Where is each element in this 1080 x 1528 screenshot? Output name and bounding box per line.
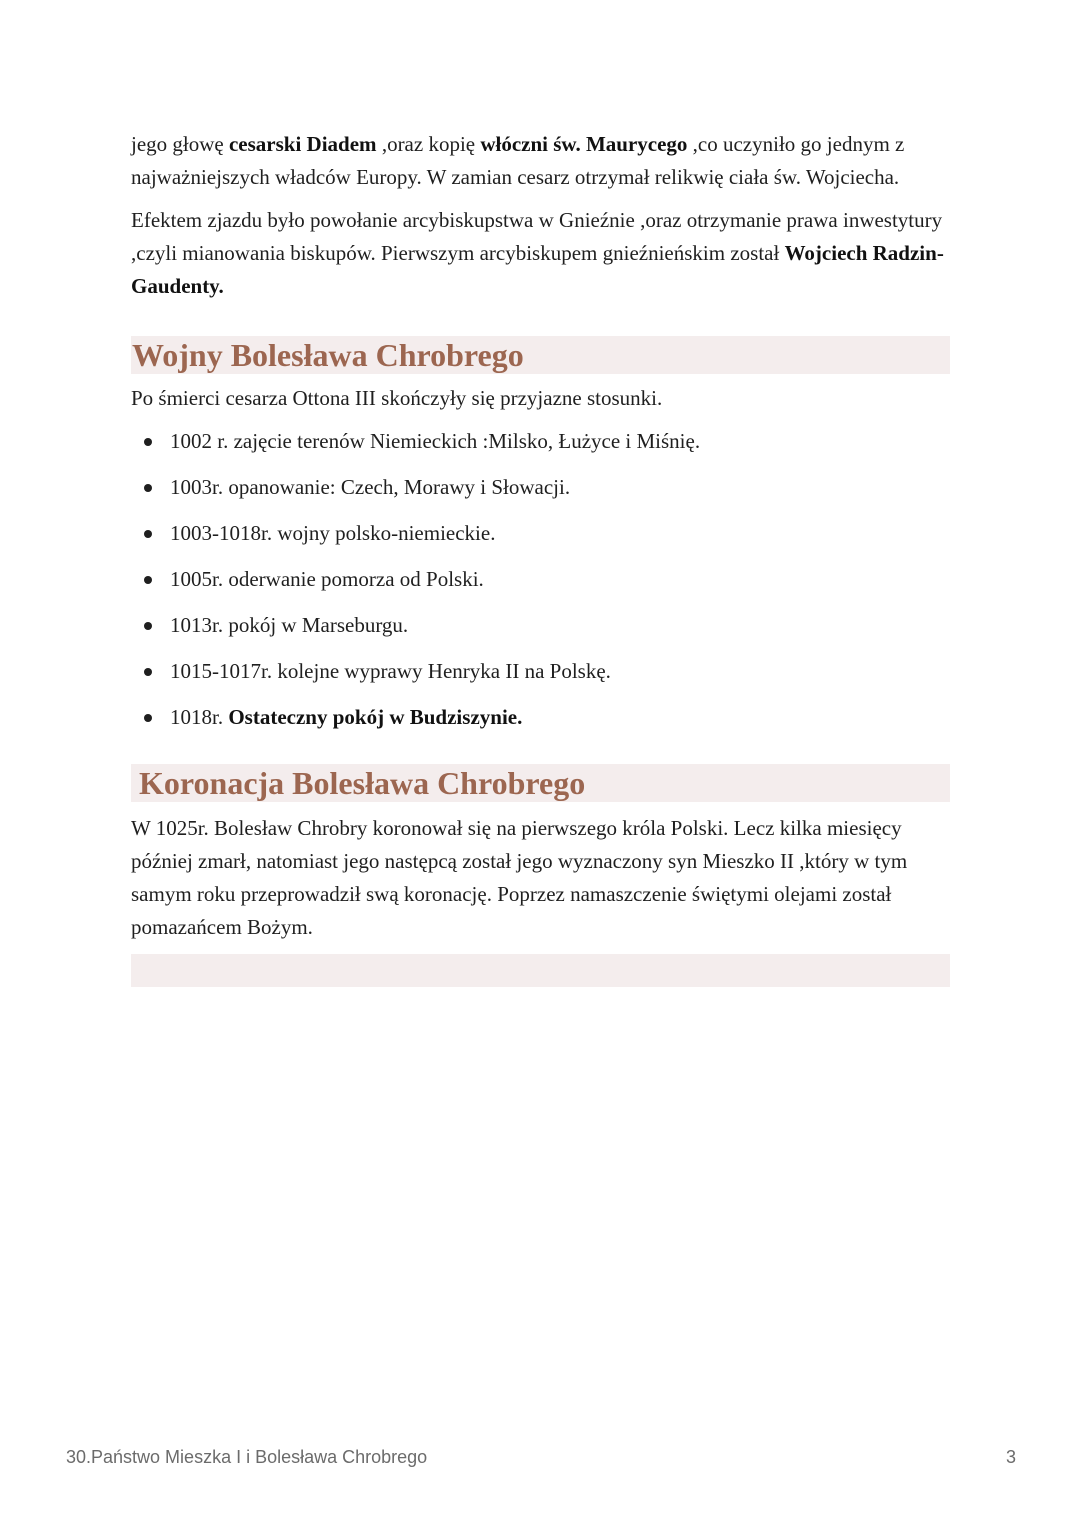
- footer-document-title: 30.Państwo Mieszka I i Bolesława Chrobrego: [66, 1447, 428, 1467]
- document-body: [131, 128, 950, 987]
- section-heading-coronation: Koronacja Bolesława Chrobrego: [131, 764, 950, 802]
- list-item-run: 1002 r. zajęcie terenów Niemieckich :Milsko, Łużyce i Miśnię.: [170, 429, 701, 453]
- text-run: ,co uczyniło go jednym z najważniejszych władców Europy. W zamian cesarz otrzymał relikwię ciała św. Wojciecha.: [131, 132, 905, 189]
- bullet-icon: [144, 484, 152, 492]
- list-item: [131, 517, 950, 550]
- intro-paragraph-1: [131, 128, 950, 194]
- wars-lead-paragraph: Po śmierci cesarza Ottona III skończyły się przyjazne stosunki.: [131, 386, 663, 410]
- list-item-run: 1003r. opanowanie: Czech, Morawy i Słowacji.: [170, 475, 571, 499]
- bullet-icon: [144, 530, 152, 538]
- bullet-icon: [144, 714, 152, 722]
- coronation-paragraph: W 1025r. Bolesław Chrobry koronował się na pierwszego króla Polski. Lecz kilka miesięcy później zmarł, natomiast jego następcą został jego wyznaczony syn Mieszko II ,który w tym samym roku przeprowadził swą koronację. Poprzez namaszczenie świętymi olejami został pomazańcem Bożym.: [131, 816, 908, 939]
- text-run: ,oraz kopię: [381, 132, 481, 156]
- list-item-run: 1013r. pokój w Marseburgu.: [170, 613, 409, 637]
- bullet-icon: [144, 668, 152, 676]
- list-item: [131, 563, 950, 596]
- wars-list: [131, 425, 950, 734]
- list-item: [131, 655, 950, 688]
- page-number: 3: [1005, 1447, 1016, 1467]
- list-item-run: 1018r.: [170, 705, 229, 729]
- page-footer: [66, 1447, 1016, 1468]
- text-run: Efektem zjazdu było powołanie arcybiskupstwa w Gnieźnie ,oraz otrzymanie prawa inwestytury ,czyli mianowania biskupów. Pierwszym arcybiskupem gnieźnieńskim został: [131, 208, 943, 265]
- list-item-run: 1003-1018r. wojny polsko-niemieckie.: [170, 521, 496, 545]
- text-run-bold: włóczni św. Maurycego: [480, 132, 693, 156]
- list-item-run: 1015-1017r. kolejne wyprawy Henryka II na Polskę.: [170, 659, 611, 683]
- empty-section-band: [131, 954, 950, 987]
- text-run-bold: cesarski Diadem: [228, 132, 382, 156]
- bullet-icon: [144, 438, 152, 446]
- section-heading-wars: Wojny Bolesława Chrobrego: [131, 336, 950, 374]
- list-item-run-bold: Ostateczny pokój w Budziszynie.: [228, 705, 523, 729]
- list-item: [131, 471, 950, 504]
- bullet-icon: [144, 576, 152, 584]
- bullet-icon: [144, 622, 152, 630]
- intro-paragraph-2: [131, 204, 950, 303]
- text-run-bold: Wojciech Radzin-Gaudenty.: [131, 241, 944, 298]
- list-item: [131, 425, 950, 458]
- list-item-run: 1005r. oderwanie pomorza od Polski.: [170, 567, 484, 591]
- text-run: jego głowę: [131, 132, 229, 156]
- list-item: [131, 609, 950, 642]
- list-item: [131, 701, 950, 734]
